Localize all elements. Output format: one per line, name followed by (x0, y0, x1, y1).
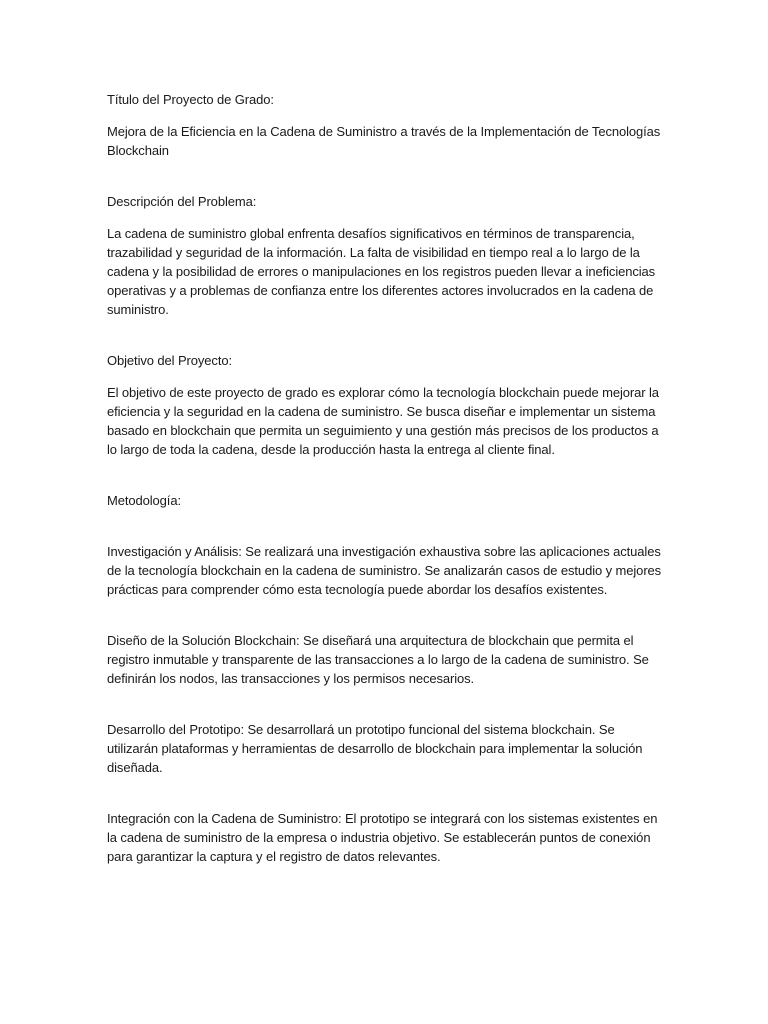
objective-description: El objetivo de este proyecto de grado es explorar cómo la tecnología blockchain puede mejorar la eficiencia y la seguridad en la cadena de suministro. Se busca diseñar e implementar un sistema basado en blockchain que permita un seguimiento y una gestión más precisos de los productos a lo largo de toda la cadena, desde la producción hasta la entrega al cliente final. (107, 385, 659, 457)
problem-description: La cadena de suministro global enfrenta desafíos significativos en términos de transparencia, trazabilidad y seguridad de la información. La falta de visibilidad en tiempo real a lo largo de la cadena y la posibilidad de errores o manipulaciones en los registros pueden llevar a ineficiencias operativas y a problemas de confianza entre los diferentes actores involucrados en la cadena de suministro. (107, 226, 656, 317)
methodology-step: Investigación y Análisis: Se realizará una investigación exhaustiva sobre las aplicaciones actuales de la tecnología blockchain en la cadena de suministro. Se analizarán casos de estudio y mejores prácticas para comprender cómo esta tecnología puede abordar los desafíos existentes. (107, 544, 662, 597)
title-label: Título del Proyecto de Grado: (107, 92, 274, 107)
document-body (107, 90, 663, 866)
methodology-step: Desarrollo del Prototipo: Se desarrollará un prototipo funcional del sistema blockchain. Se utilizarán plataformas y herramientas de desarrollo de blockchain para implementar la solución diseñada. (107, 722, 643, 775)
problem-label: Descripción del Problema: (107, 194, 257, 209)
methodology-step: Diseño de la Solución Blockchain: Se diseñará una arquitectura de blockchain que permita el registro inmutable y transparente de las transacciones a lo largo de la cadena de suministro. Se definirán los nodos, las transacciones y los permisos necesarios. (107, 633, 649, 686)
methodology-step: Integración con la Cadena de Suministro: El prototipo se integrará con los sistemas existentes en la cadena de suministro de la empresa o industria objetivo. Se establecerán puntos de conexión para garantizar la captura y el registro de datos relevantes. (107, 811, 658, 864)
project-title: Mejora de la Eficiencia en la Cadena de Suministro a través de la Implementación de Tecnologías Blockchain (107, 124, 661, 158)
objective-label: Objetivo del Proyecto: (107, 353, 232, 368)
methodology-label: Metodología: (107, 493, 181, 508)
